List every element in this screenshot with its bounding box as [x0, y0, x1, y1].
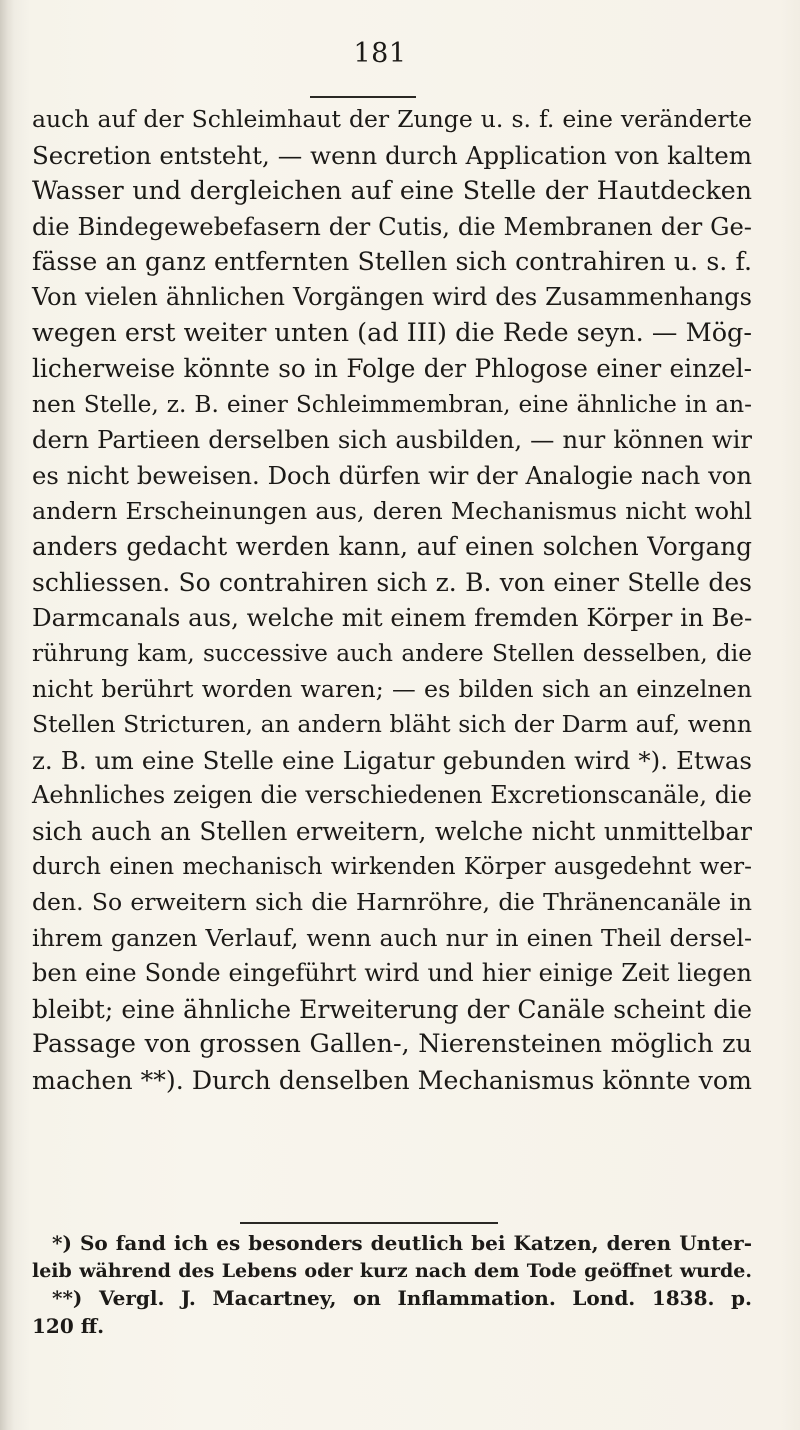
text-line: den. So erweitern sich die Harnröhre, die Thränencanäle in: [32, 888, 752, 917]
text-line: Darmcanals aus, welche mit einem fremden Körper in Be-: [32, 603, 753, 633]
text-line: nicht berührt worden waren; — es bilden sich an einzelnen: [32, 674, 752, 703]
footnote-rule: [240, 1222, 498, 1224]
footnote-line: 120 ff.: [32, 1313, 105, 1338]
page-binding-edge: [0, 0, 14, 1430]
text-line: licherweise könnte so in Folge der Phlogose einer einzel-: [32, 354, 752, 384]
text-line: auch auf der Schleimhaut der Zunge u. s. f. eine veränderte: [32, 105, 752, 133]
footnotes: [32, 1230, 752, 1340]
text-line: ihrem ganzen Verlauf, wenn auch nur in einen Theil dersel-: [32, 923, 752, 952]
body-text: [32, 102, 752, 1099]
text-line: es nicht beweisen. Doch dürfen wir der Analogie nach von: [32, 460, 752, 490]
text-line: sich auch an Stellen erweitern, welche nicht unmittelbar: [32, 816, 752, 846]
text-line: bleibt; eine ähnliche Erweiterung der Canäle scheint die: [32, 994, 752, 1024]
text-line: nen Stelle, z. B. einer Schleimmembran, eine ähnliche in an-: [32, 390, 752, 418]
text-line: Secretion entsteht, — wenn durch Application von kaltem: [32, 140, 752, 170]
footnote-line: *) So fand ich es besonders deutlich bei Katzen, deren Unter-: [52, 1231, 752, 1255]
footnote-line: leib während des Lebens oder kurz nach dem Tode geöffnet wurde.: [32, 1259, 752, 1282]
text-line: schliessen. So contrahiren sich z. B. von einer Stelle des: [32, 567, 752, 597]
page-number: 181: [353, 38, 407, 69]
text-line: wegen erst weiter unten (ad III) die Rede seyn. — Mög-: [32, 317, 752, 348]
text-line: Von vielen ähnlichen Vorgängen wird des Zusammenhangs: [32, 282, 752, 311]
text-line: ben eine Sonde eingeführt wird und hier einige Zeit liegen: [32, 959, 752, 988]
text-line: machen **). Durch denselben Mechanismus könnte vom: [32, 1066, 752, 1096]
text-line: Aehnliches zeigen die verschiedenen Excretionscanäle, die: [32, 781, 752, 810]
text-line: rührung kam, successive auch andere Stellen desselben, die: [32, 639, 752, 667]
text-line: z. B. um eine Stelle eine Ligatur gebunden wird *). Etwas: [32, 745, 752, 775]
text-line: Stellen Stricturen, an andern bläht sich der Darm auf, wenn: [32, 710, 752, 739]
text-line: fässe an ganz entfernten Stellen sich contrahiren u. s. f.: [32, 247, 752, 277]
text-line: andern Erscheinungen aus, deren Mechanismus nicht wohl: [32, 496, 752, 525]
header-rule: [310, 96, 416, 98]
footnote-line: **) Vergl. J. Macartney, on Inflammation. Lond. 1838. p.: [52, 1286, 752, 1310]
text-line: durch einen mechanisch wirkenden Körper ausgedehnt wer-: [32, 853, 752, 881]
text-line: anders gedacht werden kann, auf einen solchen Vorgang: [32, 532, 752, 562]
text-line: dern Partieen derselben sich ausbilden, — nur können wir: [32, 425, 752, 455]
text-line: die Bindegewebefasern der Cutis, die Membranen der Ge-: [32, 211, 752, 241]
text-line: Passage von grossen Gallen-, Nierensteinen möglich zu: [32, 1029, 752, 1060]
text-line: Wasser und dergleichen auf eine Stelle der Hautdecken: [32, 176, 752, 206]
